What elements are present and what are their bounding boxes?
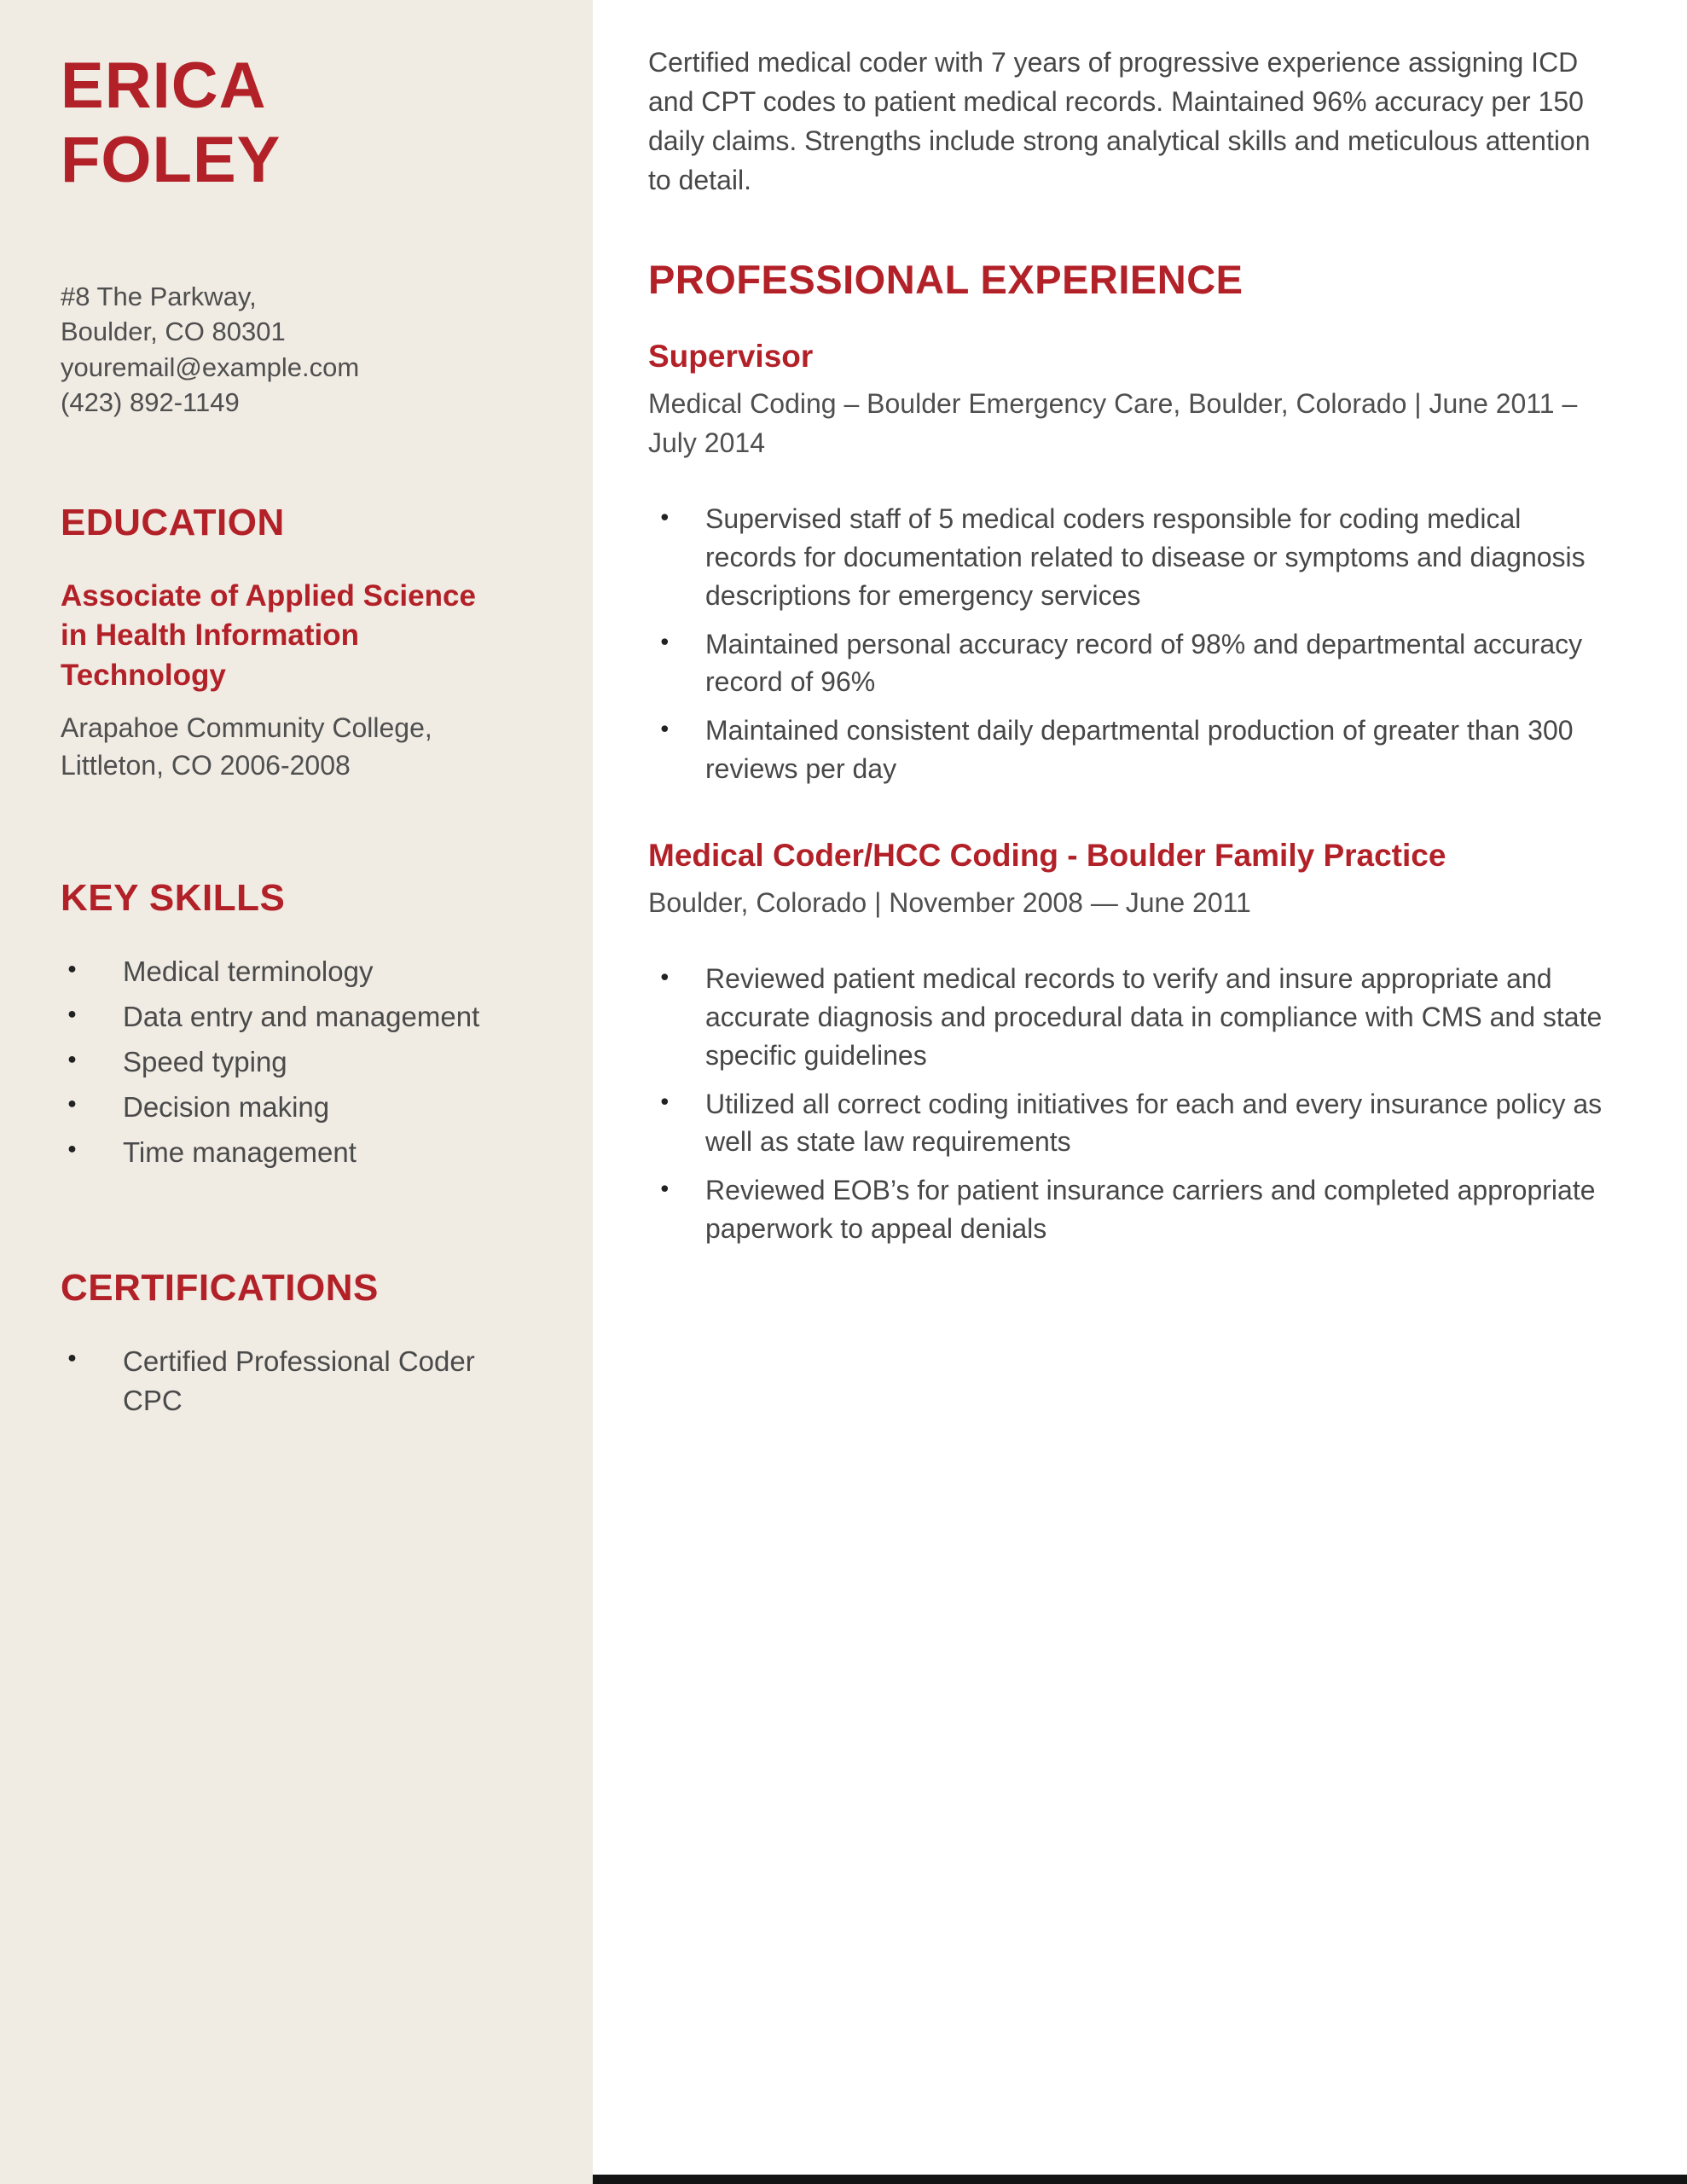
school-line: Arapahoe Community College, Littleton, CO 2006-2008 (61, 712, 432, 781)
list-item: ● Certified Professional Coder CPC (61, 1342, 482, 1422)
bullet-item: ● Maintained consistent daily departmental production of greater than 300 reviews per day (648, 712, 1603, 788)
address-line1: #8 The Parkway, (61, 282, 257, 312)
sidebar (0, 0, 593, 2184)
job-entry (648, 339, 1603, 787)
list-item: ● Decision making (61, 1088, 482, 1128)
certifications-heading: CERTIFICATIONS (61, 1266, 379, 1309)
certifications-section (61, 1267, 482, 1422)
education-section (61, 502, 482, 785)
job-title: Medical Coder/HCC Coding - Boulder Family Practice (648, 837, 1446, 873)
list-item: ● Time management (61, 1133, 482, 1173)
professional-experience-heading: PROFESSIONAL EXPERIENCE (648, 257, 1244, 303)
list-item: ● Data entry and management (61, 997, 482, 1037)
bullet-item: ● Reviewed patient medical records to verify and insure appropriate and accurate diagnosis and procedural data in compliance with CMS and state specific guidelines (648, 960, 1603, 1074)
summary-paragraph: Certified medical coder with 7 years of progressive experience assigning ICD and CPT codes to patient medical records. Maintained 96% accuracy per 150 daily claims. Strengths include strong analytical skills and meticulous attention to detail. (648, 47, 1591, 196)
key-skills-list (61, 952, 482, 1172)
job-bullet-list (648, 960, 1603, 1248)
email-text: youremail@example.com (61, 351, 360, 382)
bullet-item: ● Utilized all correct coding initiatives for each and every insurance policy as well as state law requirements (648, 1085, 1603, 1162)
education-heading: EDUCATION (61, 502, 285, 544)
job-bullet-list (648, 500, 1603, 788)
list-item: ● Medical terminology (61, 952, 482, 992)
main-content (593, 0, 1687, 2184)
job-entry (648, 838, 1603, 1248)
phone-text: (423) 892-1149 (61, 386, 240, 417)
list-item: ● Speed typing (61, 1043, 482, 1083)
key-skills-heading: KEY SKILLS (61, 877, 286, 920)
certifications-list (61, 1342, 482, 1422)
bullet-item: ● Reviewed EOB’s for patient insurance carriers and completed appropriate paperwork to appeal denials (648, 1171, 1603, 1248)
job-title: Supervisor (648, 339, 814, 375)
bottom-edge-bar (593, 2175, 1687, 2184)
degree-title: Associate of Applied Science in Health Information Technology (61, 579, 476, 692)
address-line2: Boulder, CO 80301 (61, 317, 286, 347)
name-line1: ERICA (61, 49, 267, 122)
contact-block (61, 279, 482, 420)
name-line2: FOLEY (61, 123, 281, 196)
job-meta: Medical Coding – Boulder Emergency Care, Boulder, Colorado | June 2011 – July 2014 (648, 388, 1578, 458)
job-meta: Boulder, Colorado | November 2008 — June 2011 (648, 886, 1251, 918)
bullet-item: ● Supervised staff of 5 medical coders responsible for coding medical records for documentation related to disease or symptoms and diagnosis descriptions for emergency services (648, 500, 1603, 614)
candidate-name (61, 49, 482, 197)
bullet-item: ● Maintained personal accuracy record of 98% and departmental accuracy record of 96% (648, 625, 1603, 702)
key-skills-section (61, 877, 482, 1172)
